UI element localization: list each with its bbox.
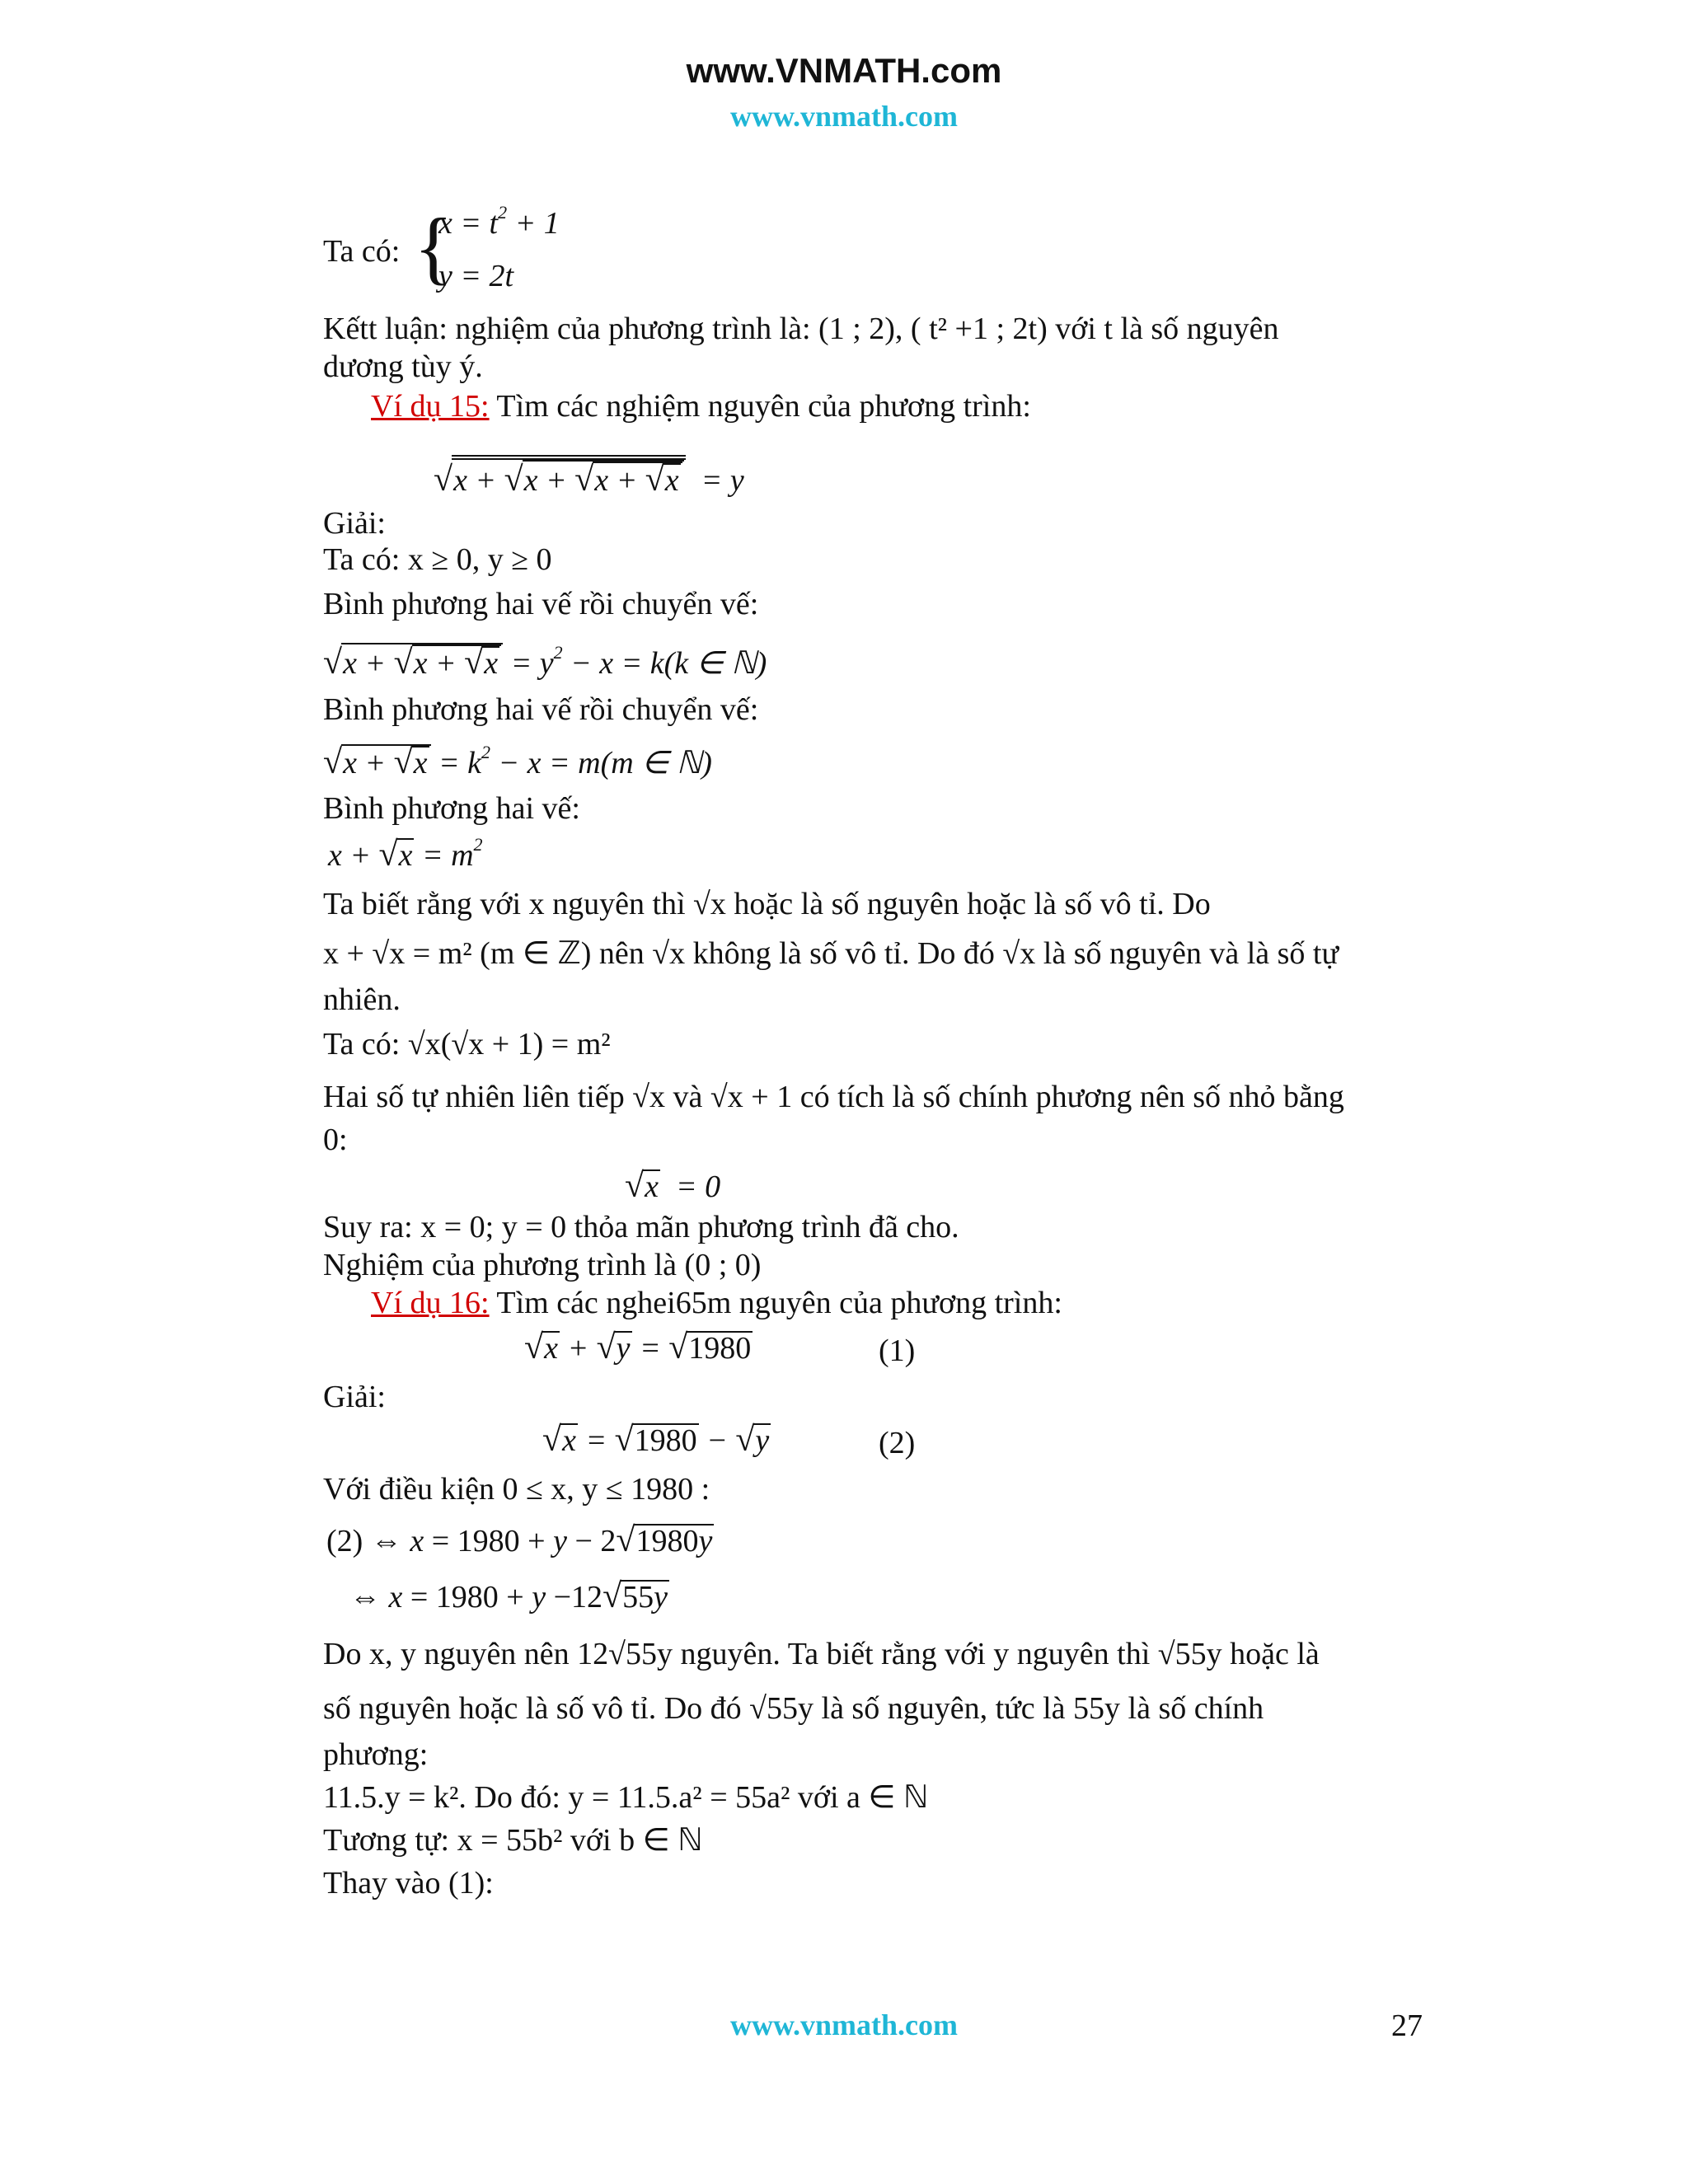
conclude-line: Suy ra: x = 0; y = 0 thỏa mãn phương trình đã cho.: [323, 1210, 959, 1244]
natural-line: nhiên.: [323, 982, 401, 1017]
equation-2: √x = √1980 − √y: [542, 1421, 770, 1459]
system-eq1: $x = t^2 + 1$: [438, 202, 560, 241]
system-eq2: y = 2t: [438, 259, 514, 293]
example-16-heading: [371, 1284, 1062, 1322]
square-step-2: Bình phương hai vế rồi chuyển vế:: [323, 692, 759, 727]
zero-label: 0:: [323, 1122, 348, 1157]
square-step-3: Bình phương hai vế:: [323, 791, 580, 826]
known-fact-line: Ta biết rằng với x nguyên thì √x hoặc là số nguyên hoặc là số vô tỉ. Do: [323, 887, 1211, 921]
example-16-label: Ví dụ 16:: [371, 1286, 490, 1320]
header-site-link[interactable]: www.vnmath.com: [730, 100, 958, 133]
ta-co-label: Ta có:: [323, 234, 401, 269]
product-line: Ta có: √x(√x + 1) = m²: [323, 1027, 611, 1062]
system-brace: {: [414, 201, 453, 293]
solution-label-2: Giải:: [323, 1380, 386, 1414]
sqrt-x-zero: √x = 0: [625, 1167, 721, 1205]
equation-step-2: $√x + √x = k^2 - x = m(m$ ∈ ℕ): [323, 742, 712, 781]
irrational-line: số nguyên hoặc là số vô tỉ. Do đó √55y là số nguyên, tức là 55y là số chính: [323, 1691, 1264, 1726]
equation-step-3: $x + √x = m^2$: [328, 834, 483, 874]
substitute-line: Thay vào (1):: [323, 1866, 494, 1900]
example-15-heading: [371, 387, 1031, 425]
example-15-text: Tìm các nghiệm nguyên của phương trình:: [489, 389, 1031, 424]
example-16-text: Tìm các nghei65m nguyên của phương trình:: [489, 1286, 1062, 1320]
equation-1-label: (1): [879, 1333, 916, 1368]
equation-step-1: $√x + √x + √x = y^2 - x = k(k$ ∈ ℕ): [323, 642, 767, 682]
equivalence-2: ⇔ x = 1980 + y −12√55y: [349, 1577, 668, 1615]
condition-range: Với điều kiện 0 ≤ x, y ≤ 1980 :: [323, 1472, 710, 1507]
equation-2-label: (2): [879, 1426, 916, 1460]
equivalence-1: (2) ⇔ x = 1980 + y − 2√1980y: [326, 1521, 713, 1559]
conclusion-line2: dương tùy ý.: [323, 349, 483, 384]
therefore-line: x + √x = m² (m ∈ ℤ) nên √x không là số vô tỉ. Do đó √x là số nguyên và là số tự: [323, 936, 1339, 971]
consecutive-line: Hai số tự nhiên liên tiếp √x và √x + 1 có tích là số chính phương nên số nhỏ bằng: [323, 1080, 1344, 1114]
y-form-line: 11.5.y = k². Do đó: y = 11.5.a² = 55a² với a ∈ ℕ: [323, 1780, 929, 1815]
solution-label: Giải:: [323, 506, 386, 541]
footer-site-link[interactable]: www.vnmath.com: [730, 2008, 958, 2041]
page-number: 27: [1391, 2008, 1423, 2043]
header-site-bold: www.VNMATH.com: [686, 51, 1002, 90]
equation-1: √x + √y = √1980: [524, 1329, 752, 1366]
square-label: phương:: [323, 1737, 429, 1772]
condition-line: Ta có: x ≥ 0, y ≥ 0: [323, 542, 552, 577]
square-step-1: Bình phương hai vế rồi chuyển vế:: [323, 587, 759, 621]
example-15-label: Ví dụ 15:: [371, 389, 490, 424]
conclusion-line1: Kếtt luận: nghiệm của phương trình là: (1 ; 2), ( t² +1 ; 2t) với t là số nguyên: [323, 312, 1279, 346]
integer-line: Do x, y nguyên nên 12√55y nguyên. Ta biết rằng với y nguyên thì √55y hoặc là: [323, 1637, 1320, 1671]
solution-result: Nghiệm của phương trình là (0 ; 0): [323, 1248, 762, 1282]
x-form-line: Tương tự: x = 55b² với b ∈ ℕ: [323, 1823, 703, 1858]
equation-nested-radical: √x + √x + √x + √x = y: [434, 455, 744, 499]
